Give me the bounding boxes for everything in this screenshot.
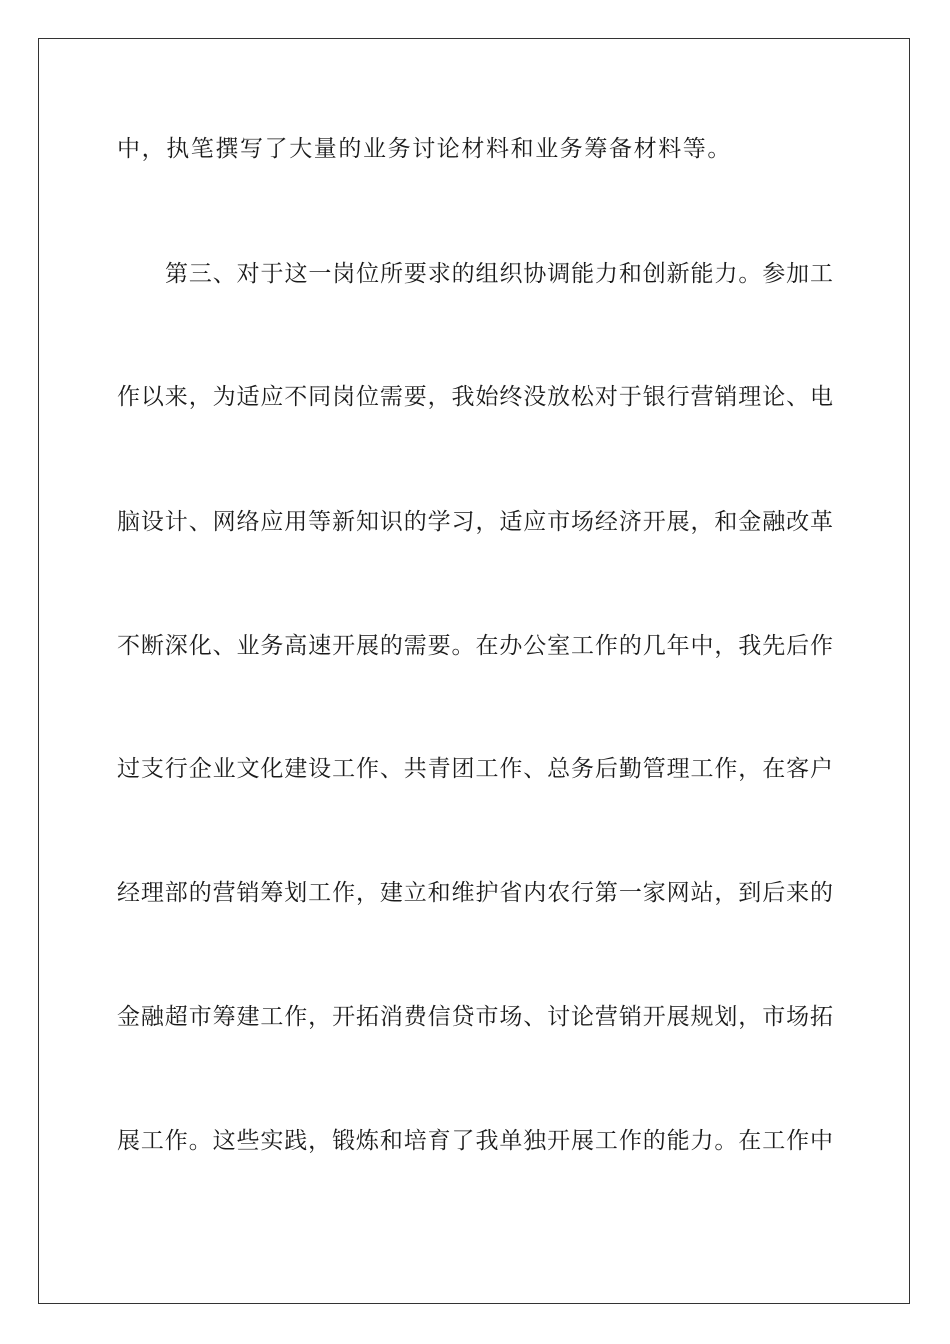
paragraph-line: 不断深化、业务高速开展的需要。在办公室工作的几年中，我先后作 [117,633,833,659]
paragraph-line: 作以来，为适应不同岗位需要，我始终没放松对于银行营销理论、电 [117,384,833,410]
paragraph-line: 金融超市筹建工作，开拓消费信贷市场、讨论营销开展规划，市场拓 [117,1004,833,1030]
paragraph-line: 展工作。这些实践，锻炼和培育了我单独开展工作的能力。在工作中 [117,1128,833,1154]
paragraph-line: 脑设计、网络应用等新知识的学习，适应市场经济开展，和金融改革 [117,509,833,535]
paragraph-first-line: 第三、对于这一岗位所要求的组织协调能力和创新能力。参加工 [165,261,833,287]
paragraph-line: 过支行企业文化建设工作、共青团工作、总务后勤管理工作，在客户 [117,756,833,782]
paragraph-line: 经理部的营销筹划工作，建立和维护省内农行第一家网站，到后来的 [117,880,833,906]
page-frame [38,38,910,1304]
paragraph-line: 中，执笔撰写了大量的业务讨论材料和业务筹备材料等。 [117,136,732,162]
